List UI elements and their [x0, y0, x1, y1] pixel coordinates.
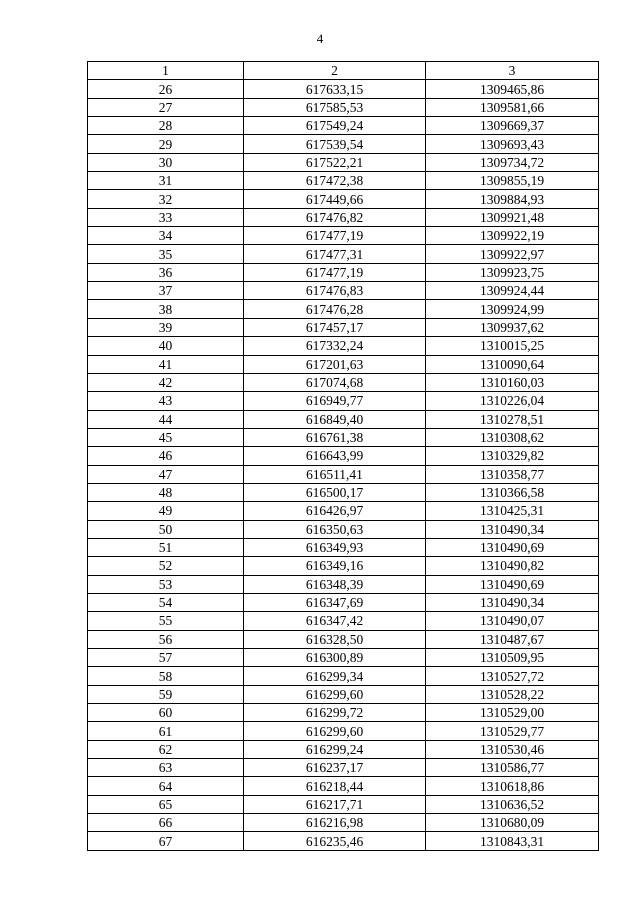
table-row [88, 722, 599, 740]
table-row [88, 630, 599, 648]
table-row [88, 814, 599, 832]
x-coordinate-cell: 616218,44 [244, 777, 426, 795]
point-number-cell: 30 [88, 153, 244, 171]
x-coordinate-cell: 616349,93 [244, 538, 426, 556]
point-number-cell: 44 [88, 410, 244, 428]
point-number-cell: 37 [88, 282, 244, 300]
x-coordinate-cell: 617074,68 [244, 373, 426, 391]
x-coordinate-cell: 617633,15 [244, 80, 426, 98]
point-number-cell: 32 [88, 190, 244, 208]
table-row [88, 410, 599, 428]
x-coordinate-cell: 616511,41 [244, 465, 426, 483]
y-coordinate-cell: 1310527,72 [426, 667, 599, 685]
y-coordinate-cell: 1310490,69 [426, 538, 599, 556]
table-row [88, 538, 599, 556]
y-coordinate-cell: 1310490,69 [426, 575, 599, 593]
point-number-cell: 42 [88, 373, 244, 391]
table-row [88, 740, 599, 758]
point-number-cell: 59 [88, 685, 244, 703]
y-coordinate-cell: 1309937,62 [426, 318, 599, 336]
x-coordinate-cell: 617332,24 [244, 337, 426, 355]
y-coordinate-cell: 1310490,07 [426, 612, 599, 630]
point-number-cell: 63 [88, 759, 244, 777]
table-row [88, 373, 599, 391]
y-coordinate-cell: 1309924,44 [426, 282, 599, 300]
x-coordinate-cell: 616426,97 [244, 502, 426, 520]
x-coordinate-cell: 617476,83 [244, 282, 426, 300]
table-row [88, 667, 599, 685]
y-coordinate-cell: 1310680,09 [426, 814, 599, 832]
table-row [88, 777, 599, 795]
table-row [88, 704, 599, 722]
y-coordinate-cell: 1310358,77 [426, 465, 599, 483]
x-coordinate-cell: 617449,66 [244, 190, 426, 208]
point-number-cell: 31 [88, 172, 244, 190]
table-row [88, 153, 599, 171]
table-row [88, 557, 599, 575]
point-number-cell: 47 [88, 465, 244, 483]
y-coordinate-cell: 1309922,19 [426, 227, 599, 245]
x-coordinate-cell: 617585,53 [244, 98, 426, 116]
table-row [88, 447, 599, 465]
y-coordinate-cell: 1310636,52 [426, 795, 599, 813]
table-header-row [88, 62, 599, 80]
x-coordinate-cell: 616299,24 [244, 740, 426, 758]
x-coordinate-cell: 617477,31 [244, 245, 426, 263]
point-number-cell: 34 [88, 227, 244, 245]
x-coordinate-cell: 617522,21 [244, 153, 426, 171]
point-number-cell: 66 [88, 814, 244, 832]
table-row [88, 392, 599, 410]
y-coordinate-cell: 1309581,66 [426, 98, 599, 116]
point-number-cell: 29 [88, 135, 244, 153]
point-number-cell: 64 [88, 777, 244, 795]
table-row [88, 245, 599, 263]
x-coordinate-cell: 616235,46 [244, 832, 426, 850]
point-number-cell: 41 [88, 355, 244, 373]
x-coordinate-cell: 616349,16 [244, 557, 426, 575]
point-number-cell: 67 [88, 832, 244, 850]
x-coordinate-cell: 616350,63 [244, 520, 426, 538]
table-row [88, 318, 599, 336]
point-number-cell: 40 [88, 337, 244, 355]
y-coordinate-cell: 1310528,22 [426, 685, 599, 703]
table-row [88, 190, 599, 208]
x-coordinate-cell: 616348,39 [244, 575, 426, 593]
point-number-cell: 52 [88, 557, 244, 575]
x-coordinate-cell: 617477,19 [244, 227, 426, 245]
table-row [88, 795, 599, 813]
table-row [88, 208, 599, 226]
point-number-cell: 33 [88, 208, 244, 226]
point-number-cell: 55 [88, 612, 244, 630]
y-coordinate-cell: 1310529,00 [426, 704, 599, 722]
point-number-cell: 56 [88, 630, 244, 648]
y-coordinate-cell: 1310090,64 [426, 355, 599, 373]
point-number-cell: 48 [88, 483, 244, 501]
y-coordinate-cell: 1310618,86 [426, 777, 599, 795]
point-number-cell: 61 [88, 722, 244, 740]
y-coordinate-cell: 1310226,04 [426, 392, 599, 410]
table-row [88, 428, 599, 446]
y-coordinate-cell: 1310490,34 [426, 520, 599, 538]
point-number-cell: 35 [88, 245, 244, 263]
y-coordinate-cell: 1309693,43 [426, 135, 599, 153]
x-coordinate-cell: 616237,17 [244, 759, 426, 777]
x-coordinate-cell: 616347,69 [244, 593, 426, 611]
table-row [88, 465, 599, 483]
x-coordinate-cell: 616299,34 [244, 667, 426, 685]
y-coordinate-cell: 1310425,31 [426, 502, 599, 520]
table-row [88, 98, 599, 116]
x-coordinate-cell: 617539,54 [244, 135, 426, 153]
table-row [88, 227, 599, 245]
point-number-cell: 50 [88, 520, 244, 538]
point-number-cell: 36 [88, 263, 244, 281]
point-number-cell: 49 [88, 502, 244, 520]
y-coordinate-cell: 1309922,97 [426, 245, 599, 263]
table-row [88, 337, 599, 355]
x-coordinate-cell: 616299,60 [244, 685, 426, 703]
table-row [88, 117, 599, 135]
table-row [88, 300, 599, 318]
table-row [88, 135, 599, 153]
x-coordinate-cell: 616849,40 [244, 410, 426, 428]
point-number-cell: 39 [88, 318, 244, 336]
y-coordinate-cell: 1310366,58 [426, 483, 599, 501]
point-number-cell: 53 [88, 575, 244, 593]
coordinates-table [87, 61, 599, 851]
point-number-cell: 58 [88, 667, 244, 685]
y-coordinate-cell: 1309669,37 [426, 117, 599, 135]
x-coordinate-cell: 616949,77 [244, 392, 426, 410]
x-coordinate-cell: 616299,72 [244, 704, 426, 722]
table-row [88, 483, 599, 501]
x-coordinate-cell: 616300,89 [244, 649, 426, 667]
y-coordinate-cell: 1309924,99 [426, 300, 599, 318]
y-coordinate-cell: 1309884,93 [426, 190, 599, 208]
x-coordinate-cell: 616328,50 [244, 630, 426, 648]
y-coordinate-cell: 1310278,51 [426, 410, 599, 428]
y-coordinate-cell: 1310586,77 [426, 759, 599, 777]
x-coordinate-cell: 617201,63 [244, 355, 426, 373]
y-coordinate-cell: 1310490,82 [426, 557, 599, 575]
table-row [88, 355, 599, 373]
y-coordinate-cell: 1310487,67 [426, 630, 599, 648]
x-coordinate-cell: 617472,38 [244, 172, 426, 190]
point-number-cell: 51 [88, 538, 244, 556]
point-number-cell: 38 [88, 300, 244, 318]
table-row [88, 685, 599, 703]
table-row [88, 502, 599, 520]
y-coordinate-cell: 1309921,48 [426, 208, 599, 226]
y-coordinate-cell: 1309465,86 [426, 80, 599, 98]
table-row [88, 759, 599, 777]
y-coordinate-cell: 1310329,82 [426, 447, 599, 465]
y-coordinate-cell: 1310530,46 [426, 740, 599, 758]
point-number-cell: 57 [88, 649, 244, 667]
point-number-cell: 60 [88, 704, 244, 722]
column-header-1: 1 [88, 62, 244, 80]
x-coordinate-cell: 617476,28 [244, 300, 426, 318]
table-row [88, 649, 599, 667]
table-row [88, 520, 599, 538]
column-header-3: 3 [426, 62, 599, 80]
page-number: 4 [316, 31, 324, 46]
point-number-cell: 28 [88, 117, 244, 135]
point-number-cell: 62 [88, 740, 244, 758]
point-number-cell: 65 [88, 795, 244, 813]
point-number-cell: 46 [88, 447, 244, 465]
x-coordinate-cell: 616347,42 [244, 612, 426, 630]
table-row [88, 282, 599, 300]
y-coordinate-cell: 1309734,72 [426, 153, 599, 171]
y-coordinate-cell: 1310160,03 [426, 373, 599, 391]
x-coordinate-cell: 617457,17 [244, 318, 426, 336]
x-coordinate-cell: 616299,60 [244, 722, 426, 740]
x-coordinate-cell: 616500,17 [244, 483, 426, 501]
table-body [88, 80, 599, 850]
x-coordinate-cell: 617477,19 [244, 263, 426, 281]
table-row [88, 172, 599, 190]
y-coordinate-cell: 1310509,95 [426, 649, 599, 667]
y-coordinate-cell: 1310490,34 [426, 593, 599, 611]
x-coordinate-cell: 616216,98 [244, 814, 426, 832]
x-coordinate-cell: 616761,38 [244, 428, 426, 446]
y-coordinate-cell: 1309855,19 [426, 172, 599, 190]
y-coordinate-cell: 1310529,77 [426, 722, 599, 740]
table-row [88, 593, 599, 611]
y-coordinate-cell: 1310015,25 [426, 337, 599, 355]
table-row [88, 832, 599, 850]
x-coordinate-cell: 616643,99 [244, 447, 426, 465]
table-row [88, 612, 599, 630]
point-number-cell: 26 [88, 80, 244, 98]
x-coordinate-cell: 617476,82 [244, 208, 426, 226]
point-number-cell: 43 [88, 392, 244, 410]
x-coordinate-cell: 616217,71 [244, 795, 426, 813]
y-coordinate-cell: 1309923,75 [426, 263, 599, 281]
point-number-cell: 45 [88, 428, 244, 446]
y-coordinate-cell: 1310308,62 [426, 428, 599, 446]
x-coordinate-cell: 617549,24 [244, 117, 426, 135]
table-row [88, 263, 599, 281]
point-number-cell: 54 [88, 593, 244, 611]
column-header-2: 2 [244, 62, 426, 80]
table-row [88, 575, 599, 593]
table-row [88, 80, 599, 98]
point-number-cell: 27 [88, 98, 244, 116]
y-coordinate-cell: 1310843,31 [426, 832, 599, 850]
